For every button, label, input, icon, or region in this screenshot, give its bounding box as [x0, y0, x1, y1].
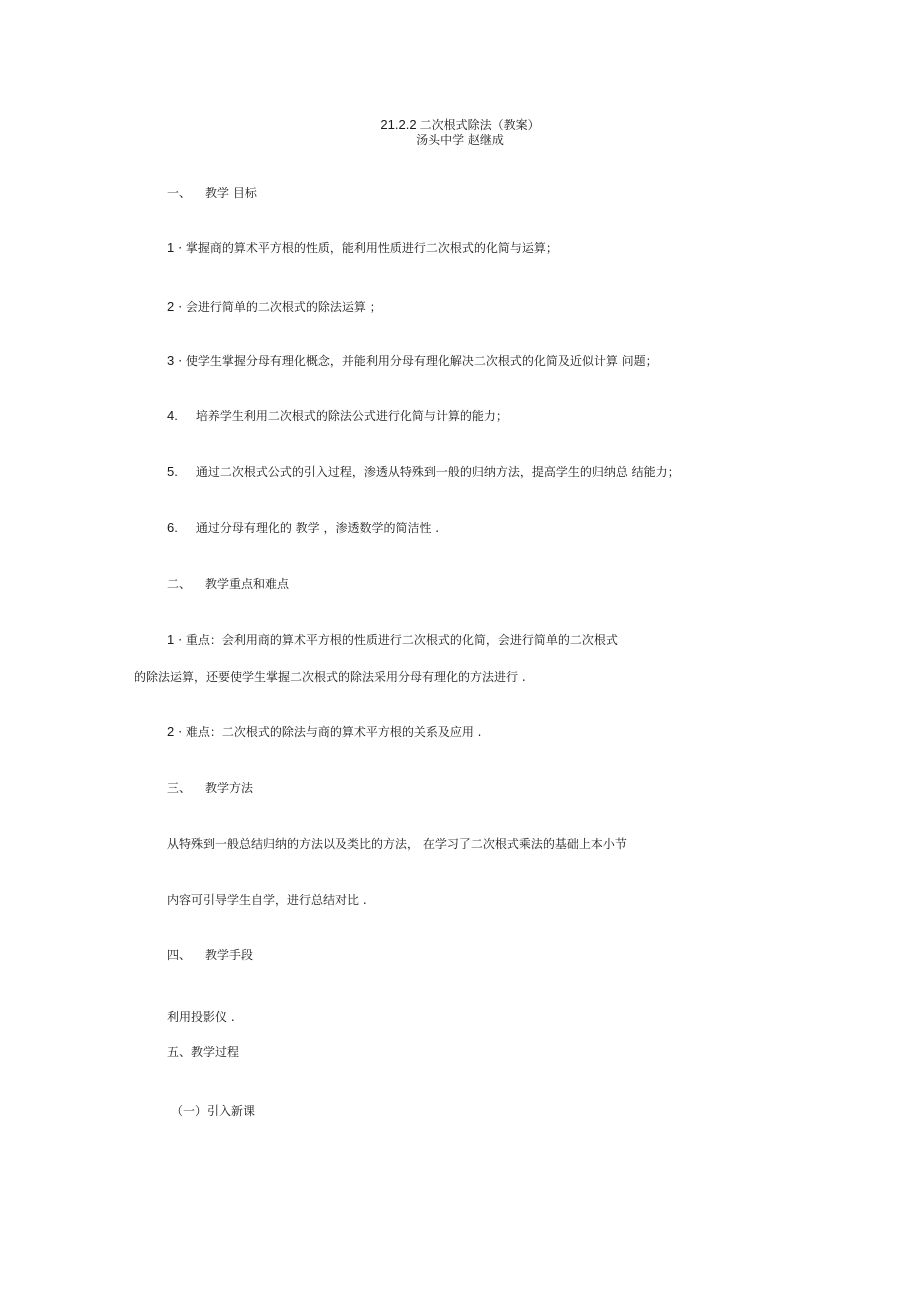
goal-number: 5. — [167, 464, 178, 479]
section-heading-process: 五、教学过程 — [167, 1045, 240, 1059]
section-title: 教学方法 — [205, 781, 254, 795]
goal-text: · 使学生掌握分母有理化概念，并能利用分母有理化解决二次根式的化简及近似计算 问题； — [178, 354, 658, 368]
section-heading-key-points — [167, 577, 289, 591]
goal-text: · 掌握商的算术平方根的性质，能利用性质进行二次根式的化简与运算； — [178, 241, 558, 255]
subsection-label: （一） — [171, 1104, 208, 1118]
section-heading-goals — [167, 186, 257, 200]
means-line-1: 利用投影仪 . — [167, 1010, 235, 1024]
section-label: 二、 — [167, 577, 192, 591]
goal-number: 3 — [167, 353, 175, 368]
goal-number: 2 — [167, 299, 175, 314]
goal-number: 1 — [167, 240, 175, 255]
goal-item-1 — [167, 241, 558, 255]
goal-item-2 — [167, 300, 382, 314]
subsection-heading-intro — [171, 1104, 255, 1118]
goal-item-4 — [167, 409, 508, 423]
goal-text: 培养学生利用二次根式的除法公式进行化简与计算的能力； — [195, 409, 508, 423]
title-number: 21.2.2 — [380, 117, 417, 132]
goal-text: 通过分母有理化的 教学 ，渗透数学的简洁性 . — [195, 521, 440, 535]
author-line: 汤头中学 赵继成 — [416, 133, 504, 147]
goal-item-6 — [167, 521, 439, 535]
section-label: 一、 — [167, 186, 192, 200]
section-title: 教学手段 — [205, 948, 254, 962]
key-point-text: · 重点：会利用商的算术平方根的性质进行二次根式的化简，会进行简单的二次根式 — [178, 633, 618, 647]
method-line-2: 内容可引导学生自学，进行总结对比 . — [167, 893, 367, 907]
goal-item-3 — [167, 354, 658, 368]
key-point-number: 2 — [167, 724, 175, 739]
key-point-number: 1 — [167, 632, 175, 647]
subsection-title: 引入新课 — [207, 1104, 256, 1118]
goal-text: · 会进行简单的二次根式的除法运算 ； — [178, 300, 382, 314]
goal-number: 6. — [167, 520, 178, 535]
section-heading-means — [167, 948, 253, 962]
key-point-2 — [167, 725, 482, 739]
section-title: 教学重点和难点 — [205, 577, 290, 591]
goal-item-5 — [167, 465, 680, 479]
section-label: 四、 — [167, 948, 192, 962]
key-point-text: · 难点：二次根式的除法与商的算术平方根的关系及应用 . — [178, 725, 482, 739]
document-title — [0, 118, 920, 132]
key-point-1-continuation: 的除法运算，还要使学生掌握二次根式的除法采用分母有理化的方法进行 . — [134, 670, 526, 684]
title-text: 二次根式除法（教案） — [419, 118, 540, 132]
method-line-1: 从特殊到一般总结归纳的方法以及类比的方法， 在学习了二次根式乘法的基础上本小节 — [167, 837, 627, 851]
section-title: 教学 目标 — [205, 186, 257, 200]
section-label: 三、 — [167, 781, 192, 795]
goal-number: 4. — [167, 408, 178, 423]
key-point-1 — [167, 633, 618, 647]
section-heading-method — [167, 781, 253, 795]
goal-text: 通过二次根式公式的引入过程，渗透从特殊到一般的归纳方法，提高学生的归纳总 结能力； — [195, 465, 680, 479]
